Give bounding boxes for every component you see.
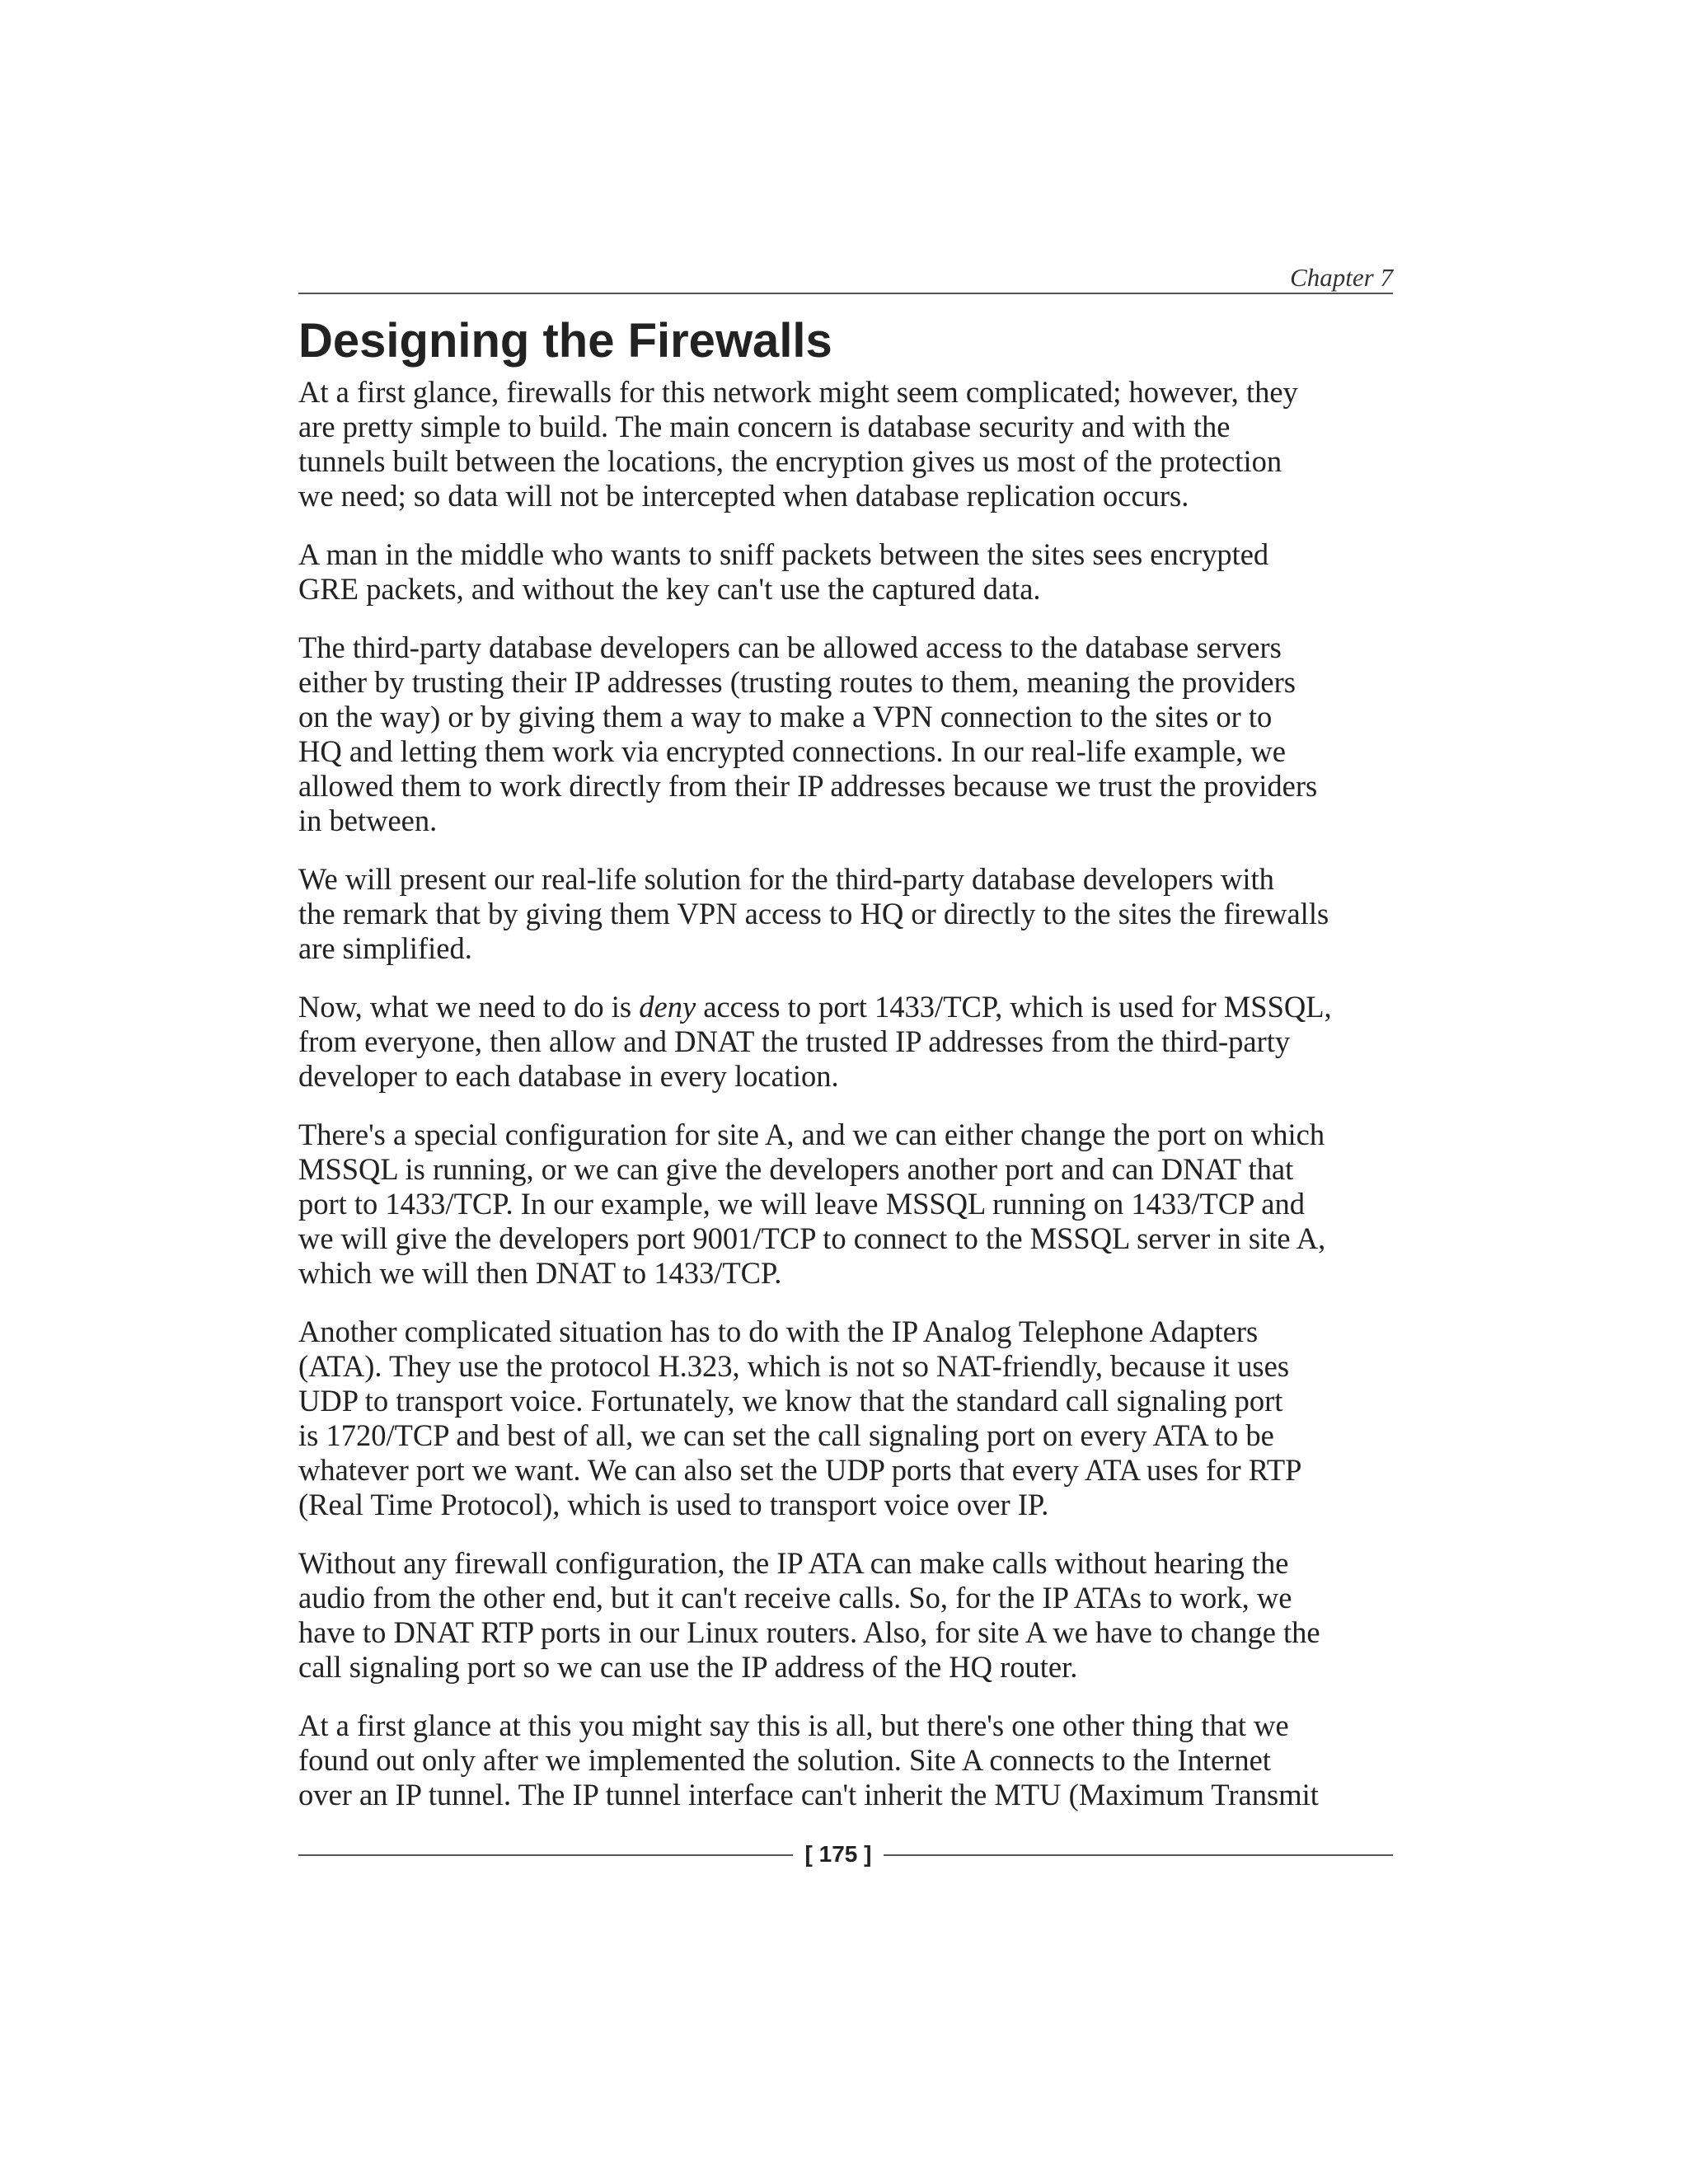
text-line: At a first glance at this you might say this is all, but there's one other thing that we	[298, 1708, 1289, 1742]
text-line: whatever port we want. We can also set the UDP ports that every ATA uses for RTP	[298, 1453, 1302, 1487]
text-line: HQ and letting them work via encrypted connections. In our real-life example, we	[298, 734, 1286, 768]
paragraph-7	[298, 1315, 1403, 1522]
text-line: audio from the other end, but it can't receive calls. So, for the IP ATAs to work, we	[298, 1581, 1292, 1615]
text-line: which we will then DNAT to 1433/TCP.	[298, 1256, 782, 1290]
paragraph-5	[298, 990, 1403, 1094]
text-line: are pretty simple to build. The main concern is database security and with the	[298, 410, 1231, 443]
text-run: access to port 1433/TCP, which is used for MSSQL,	[696, 990, 1332, 1024]
page-number: [ 175 ]	[804, 1841, 872, 1867]
text-line: At a first glance, firewalls for this network might seem complicated; however, they	[298, 375, 1298, 409]
text-line: There's a special configuration for site A, and we can either change the port on which	[298, 1118, 1325, 1151]
paragraph-2	[298, 537, 1403, 607]
text-line: A man in the middle who wants to sniff packets between the sites sees encrypted	[298, 537, 1269, 571]
text-line: we need; so data will not be intercepted when database replication occurs.	[298, 479, 1189, 513]
text-line: in between.	[298, 804, 438, 837]
text-line: are simplified.	[298, 931, 472, 965]
text-line: Without any firewall configuration, the IP ATA can make calls without hearing the	[298, 1546, 1289, 1580]
text-line: (Real Time Protocol), which is used to transport voice over IP.	[298, 1488, 1049, 1521]
text-line: the remark that by giving them VPN access to HQ or directly to the sites the firewalls	[298, 897, 1329, 930]
text-run: Now, what we need to do is	[298, 990, 640, 1024]
text-line: tunnels built between the locations, the encryption gives us most of the protection	[298, 444, 1282, 478]
text-line: over an IP tunnel. The IP tunnel interface can't inherit the MTU (Maximum Transmit	[298, 1778, 1319, 1811]
text-line: on the way) or by giving them a way to make a VPN connection to the sites or to	[298, 700, 1273, 733]
text-line: have to DNAT RTP ports in our Linux routers. Also, for site A we have to change the	[298, 1615, 1320, 1649]
paragraph-9	[298, 1708, 1403, 1812]
text-line: found out only after we implemented the solution. Site A connects to the Internet	[298, 1743, 1271, 1777]
running-head: Chapter 7	[1290, 263, 1393, 292]
text-line: We will present our real-life solution for the third-party database developers with	[298, 862, 1274, 896]
paragraph-1	[298, 375, 1403, 513]
text-line: we will give the developers port 9001/TCP to connect to the MSSQL server in site A,	[298, 1221, 1326, 1255]
text-line: GRE packets, and without the key can't use the captured data.	[298, 572, 1041, 606]
text-line: MSSQL is running, or we can give the developers another port and can DNAT that	[298, 1152, 1294, 1186]
text-line: Another complicated situation has to do with the IP Analog Telephone Adapters	[298, 1315, 1259, 1348]
paragraph-4	[298, 862, 1403, 966]
text-line: allowed them to work directly from their IP addresses because we trust the providers	[298, 769, 1318, 803]
footer-rule-left	[298, 1854, 793, 1856]
text-line: call signaling port so we can use the IP address of the HQ router.	[298, 1650, 1078, 1684]
paragraph-8	[298, 1546, 1403, 1685]
text-line: port to 1433/TCP. In our example, we will leave MSSQL running on 1433/TCP and	[298, 1187, 1305, 1221]
text-line	[298, 990, 1403, 1024]
body-text	[298, 375, 1403, 1836]
text-line: The third-party database developers can be allowed access to the database servers	[298, 630, 1282, 664]
text-line: is 1720/TCP and best of all, we can set the call signaling port on every ATA to be	[298, 1418, 1274, 1452]
header-rule	[298, 293, 1393, 294]
paragraph-6	[298, 1118, 1403, 1291]
text-line: (ATA). They use the protocol H.323, which is not so NAT-friendly, because it uses	[298, 1349, 1290, 1383]
text-line: from everyone, then allow and DNAT the trusted IP addresses from the third-party	[298, 1024, 1291, 1058]
text-line: either by trusting their IP addresses (trusting routes to them, meaning the providers	[298, 665, 1296, 699]
footer-rule-right	[884, 1854, 1393, 1856]
paragraph-3	[298, 630, 1403, 838]
emphasis-deny: deny	[639, 990, 696, 1024]
text-line: UDP to transport voice. Fortunately, we know that the standard call signaling port	[298, 1384, 1283, 1418]
section-heading: Designing the Firewalls	[298, 314, 832, 368]
text-line: developer to each database in every location.	[298, 1059, 839, 1093]
